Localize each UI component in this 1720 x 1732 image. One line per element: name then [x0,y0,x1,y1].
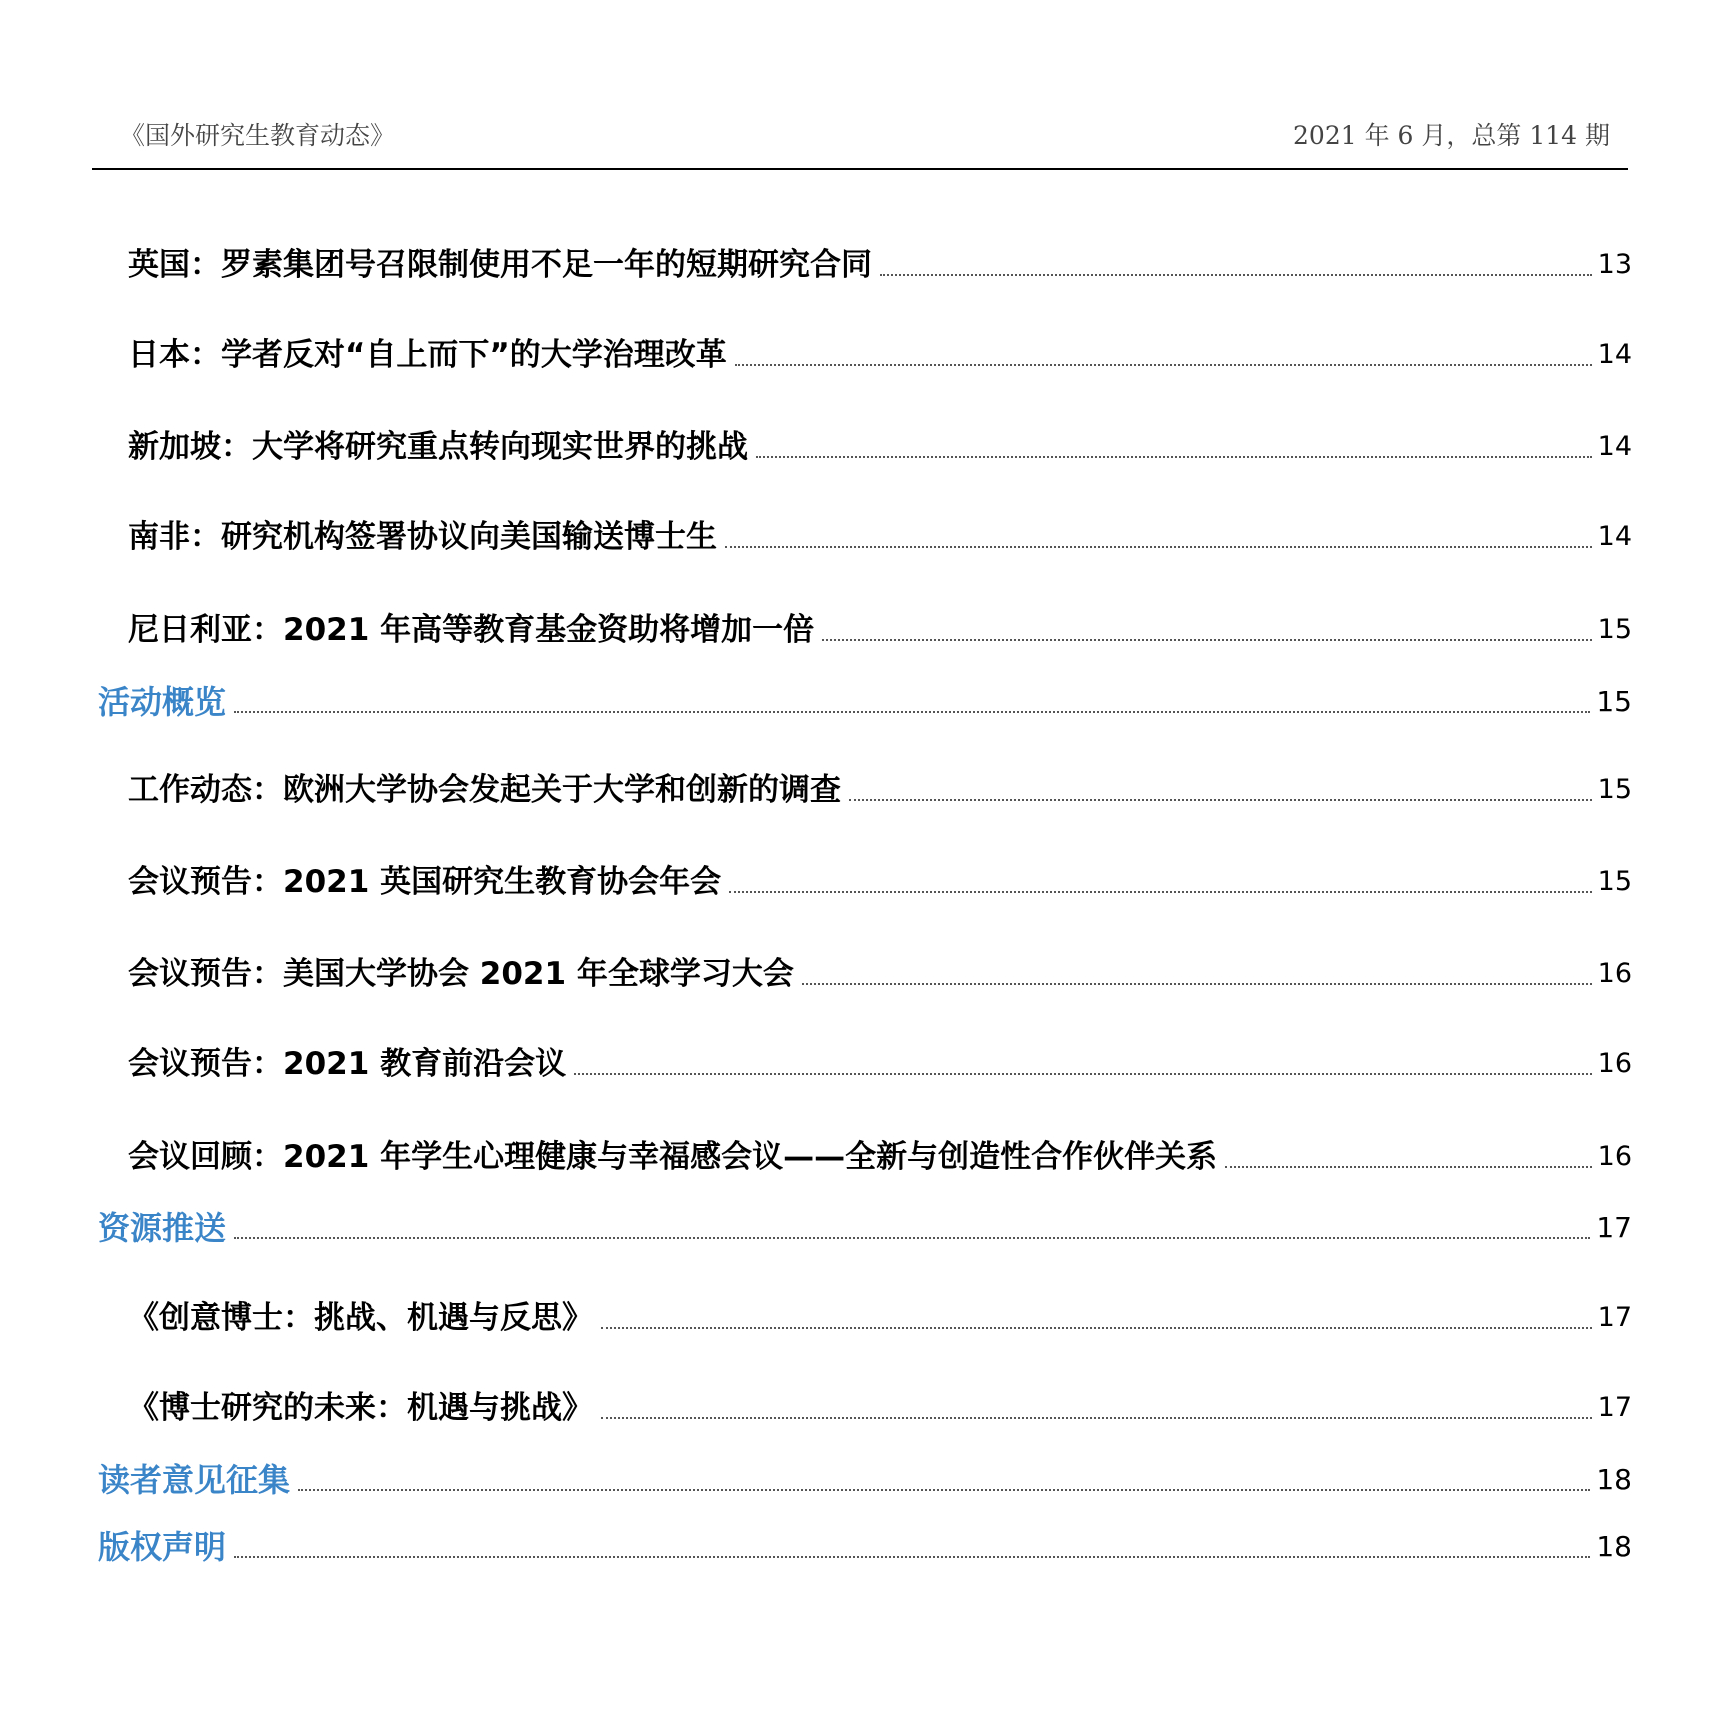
toc-section-title: 资源推送 [98,1209,227,1247]
toc-entry[interactable] [0,954,1632,994]
toc-entry-title: 会议预告：2021 英国研究生教育协会年会 [128,864,722,900]
toc-entry-title: 会议回顾：2021 年学生心理健康与幸福感会议——全新与创造性合作伙伴关系 [128,1139,1218,1175]
dot-leader [298,1488,1590,1491]
toc-entry-page: 13 [1597,249,1632,280]
toc-entry[interactable] [0,610,1632,650]
toc-entry-page: 15 [1597,866,1632,897]
dot-leader [756,455,1592,458]
toc-entry-page: 14 [1597,339,1632,370]
toc-entry[interactable] [0,1137,1632,1177]
dot-leader [234,1555,1590,1558]
toc-entry-title: 会议预告：美国大学协会 2021 年全球学习大会 [128,956,794,992]
dot-leader [729,890,1592,893]
dot-leader [601,1326,1592,1329]
toc-entry[interactable] [0,1044,1632,1084]
toc-entry-page: 16 [1597,958,1632,989]
toc-entry-page: 14 [1597,521,1632,552]
toc-section-title: 读者意见征集 [98,1461,291,1499]
dot-leader [234,1236,1590,1239]
toc-entry[interactable] [0,335,1632,375]
dot-leader [601,1416,1592,1419]
toc-section-title: 活动概览 [98,683,227,721]
dot-leader [234,710,1590,713]
toc-entry-page: 17 [1597,1392,1632,1423]
toc-entry-page: 16 [1597,1141,1632,1172]
toc-entry[interactable] [0,862,1632,902]
toc-entry-title: 《创意博士：挑战、机遇与反思》 [128,1300,593,1336]
toc-section-title: 版权声明 [98,1528,227,1566]
toc-entry-title: 尼日利亚：2021 年高等教育基金资助将增加一倍 [128,612,815,648]
toc-entry-page: 14 [1597,431,1632,462]
dot-leader [725,545,1592,548]
toc-entry-title: 日本：学者反对“自上而下”的大学治理改革 [128,337,727,373]
dot-leader [849,798,1592,801]
toc-entry-page: 15 [1596,685,1632,718]
toc-section-entry[interactable] [0,1460,1632,1500]
toc-entry-title: 工作动态：欧洲大学协会发起关于大学和创新的调查 [128,772,841,808]
toc-entry[interactable] [0,1298,1632,1338]
toc-entry[interactable] [0,1388,1632,1428]
dot-leader [1225,1165,1592,1168]
toc-entry-title: 会议预告：2021 教育前沿会议 [128,1046,567,1082]
toc-entry-page: 17 [1596,1211,1632,1244]
toc-entry-title: 英国：罗素集团号召限制使用不足一年的短期研究合同 [128,247,872,283]
toc-entry-title: 南非：研究机构签署协议向美国输送博士生 [128,519,717,555]
toc-entry-page: 18 [1596,1463,1632,1496]
toc-entry-page: 17 [1597,1302,1632,1333]
dot-leader [822,638,1592,641]
dot-leader [880,273,1592,276]
issue-info: 2021 年 6 月，总第 114 期 [1293,121,1610,150]
toc-section-entry[interactable] [0,1527,1632,1567]
dot-leader [574,1072,1592,1075]
journal-title: 《国外研究生教育动态》 [120,121,396,150]
dot-leader [802,982,1592,985]
toc-entry[interactable] [0,427,1632,467]
toc-entry-page: 15 [1597,614,1632,645]
toc-entry-page: 16 [1597,1048,1632,1079]
toc-entry[interactable] [0,770,1632,810]
toc-entry-title: 《博士研究的未来：机遇与挑战》 [128,1390,593,1426]
toc-entry[interactable] [0,517,1632,557]
dot-leader [735,363,1592,366]
toc-entry-page: 15 [1597,774,1632,805]
toc-section-entry[interactable] [0,1208,1632,1248]
toc-entry-page: 18 [1596,1530,1632,1563]
toc-section-entry[interactable] [0,682,1632,722]
toc-entry[interactable] [0,245,1632,285]
toc-entry-title: 新加坡：大学将研究重点转向现实世界的挑战 [128,429,748,465]
